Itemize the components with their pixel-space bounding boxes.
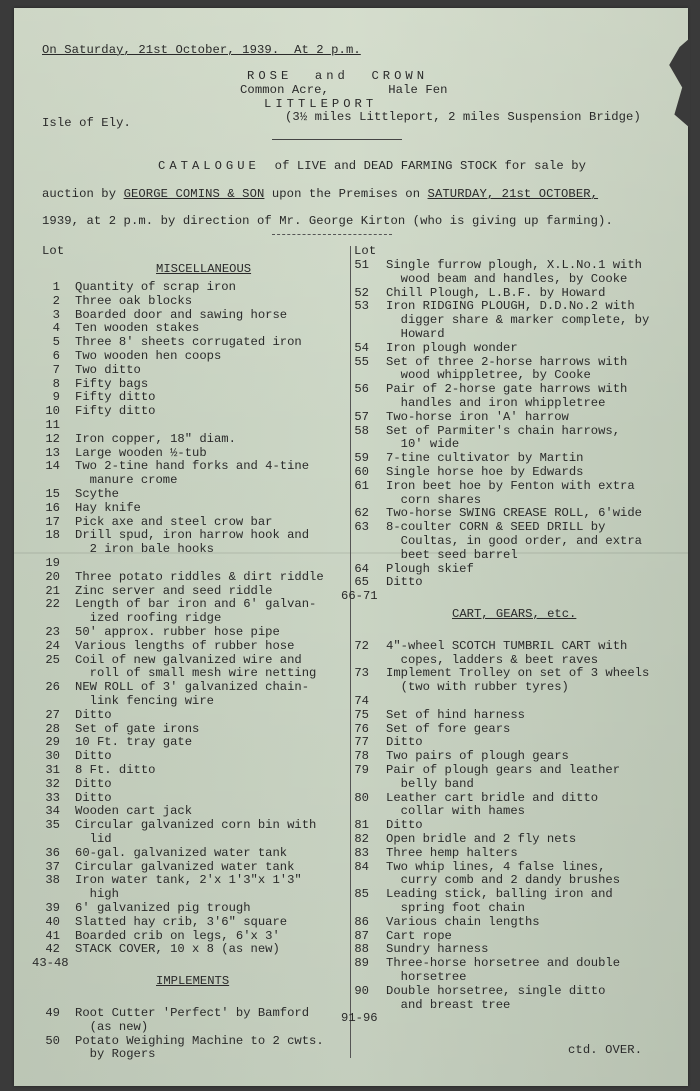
lot-number: 8 xyxy=(52,376,60,391)
lot-description: Two-horse SWING CREASE ROLL, 6'wide xyxy=(386,506,642,521)
lot-number: 41 xyxy=(45,928,60,943)
lot-number: 30 xyxy=(45,749,60,764)
lot-number: 1 xyxy=(52,280,60,295)
lot-description: Double horsetree, single ditto and breast tree xyxy=(386,983,606,1012)
lot-number: 22 xyxy=(45,597,60,612)
lot-number: 55 xyxy=(354,354,369,369)
lot-description: Hay knife xyxy=(75,500,141,515)
lot-number: 57 xyxy=(354,409,369,424)
lot-description: Circular galvanized water tank xyxy=(75,859,295,874)
lot-description: Set of Parmiter's chain harrows, 10' wide xyxy=(386,423,621,452)
intro-line-2b: upon the Premises on xyxy=(264,187,428,201)
distance-note: (3½ miles Littleport, 2 miles Suspension Bridge) xyxy=(285,110,641,124)
lot-description: Two wooden hen coops xyxy=(75,349,222,364)
lot-number: 72 xyxy=(354,638,369,653)
lot-number: 56 xyxy=(354,382,369,397)
lot-number: 2 xyxy=(52,293,60,308)
sale-date-line: On Saturday, 21st October, 1939. At 2 p.m. xyxy=(42,43,361,57)
lot-description: Iron water tank, 2'x 1'3"x 1'3" high xyxy=(75,873,302,902)
lot-number: 80 xyxy=(354,790,369,805)
lot-number: 83 xyxy=(354,845,369,860)
lot-number: 19 xyxy=(45,556,60,571)
town-name: LITTLEPORT xyxy=(264,97,378,111)
lot-description: Sundry harness xyxy=(386,942,489,957)
lot-number: 20 xyxy=(45,569,60,584)
lot-description: 50' approx. rubber hose pipe xyxy=(75,625,280,640)
lot-description: Open bridle and 2 fly nets xyxy=(386,832,577,847)
lot-description: 6' galvanized pig trough xyxy=(75,901,251,916)
lot-description: Potato Weighing Machine to 2 cwts. by Rogers xyxy=(75,1033,324,1062)
lot-label-left: Lot xyxy=(42,244,65,258)
lot-number: 9 xyxy=(52,390,60,405)
lot-description: Single horse hoe by Edwards xyxy=(386,465,584,479)
lot-number: 12 xyxy=(45,431,60,446)
lot-description: Ditto xyxy=(75,790,112,805)
lot-number: 84 xyxy=(354,859,369,874)
lot-number: 82 xyxy=(354,832,369,847)
lot-description: Set of gate irons xyxy=(75,721,200,736)
lot-number: 76 xyxy=(354,721,369,736)
lot-number: 32 xyxy=(45,776,60,791)
intro-line-2a: auction by xyxy=(42,187,124,201)
lot-number: 85 xyxy=(354,887,369,902)
lot-description: Drill spud, iron harrow hook and 2 iron bale hooks xyxy=(75,528,310,557)
section-heading: IMPLEMENTS xyxy=(156,974,230,989)
lot-number: 18 xyxy=(45,528,60,543)
lot-description: Ditto xyxy=(386,735,423,750)
lot-number: 42 xyxy=(45,942,60,957)
lot-label-right: Lot xyxy=(354,244,377,258)
lot-description: Ditto xyxy=(75,707,112,722)
lot-number: 86 xyxy=(354,914,369,929)
lot-description: Root Cutter 'Perfect' by Bamford (as new) xyxy=(75,1005,310,1034)
lot-number: 43-48 xyxy=(32,956,69,971)
lot-number: 34 xyxy=(45,804,60,819)
lot-description: Plough skief xyxy=(386,561,474,576)
lot-description: Scythe xyxy=(75,487,119,502)
venue-name: ROSE and CROWN xyxy=(247,69,429,83)
lot-number: 24 xyxy=(45,638,60,653)
lot-description: Two 2-tine hand forks and 4-tine manure crome xyxy=(75,459,310,488)
lot-number: 13 xyxy=(45,445,60,460)
lot-number: 75 xyxy=(354,707,369,722)
lot-description: Ditto xyxy=(75,776,112,791)
lot-description: Slatted hay crib, 3'6" square xyxy=(75,914,288,929)
lot-description: 7-tine cultivator by Martin xyxy=(386,451,584,466)
lot-description: Iron beet hoe by Fenton with extra corn shares xyxy=(386,478,635,507)
lot-number: 62 xyxy=(354,506,369,521)
lot-number: 61 xyxy=(354,478,369,493)
lot-number: 28 xyxy=(45,721,60,736)
lot-number: 25 xyxy=(45,652,60,667)
lot-description: Three oak blocks xyxy=(75,293,193,308)
lot-description: Fifty ditto xyxy=(75,404,156,419)
lot-number: 15 xyxy=(45,487,60,502)
auctioneer-name: GEORGE COMINS & SON xyxy=(123,187,265,201)
lot-number: 60 xyxy=(354,465,369,479)
lot-number: 52 xyxy=(354,285,369,300)
lot-number: 91-96 xyxy=(341,1011,378,1026)
lot-number: 79 xyxy=(354,763,369,778)
torn-corner xyxy=(664,38,690,128)
lot-number: 49 xyxy=(45,1005,60,1020)
intro-line-1-rest: of LIVE and DEAD FARMING STOCK for sale by xyxy=(274,159,587,173)
lot-description: Iron plough wonder xyxy=(386,340,518,355)
lot-number: 21 xyxy=(45,583,60,598)
lot-number: 35 xyxy=(45,818,60,833)
lot-description: Circular galvanized corn bin with lid xyxy=(75,818,317,847)
lot-number: 6 xyxy=(52,349,60,364)
lot-number: 66-71 xyxy=(341,589,378,604)
lot-description: Wooden cart jack xyxy=(75,804,193,819)
lot-number: 59 xyxy=(354,451,369,466)
lot-description: Set of three 2-horse harrows with wood whippletree, by Cooke xyxy=(386,354,628,383)
lot-number: 87 xyxy=(354,928,369,943)
lot-description: Three hemp halters xyxy=(386,845,518,860)
lot-description: Various chain lengths xyxy=(386,914,540,929)
lot-description: Leather cart bridle and ditto collar with hames xyxy=(386,790,599,819)
lot-description: Boarded door and sawing horse xyxy=(75,307,288,322)
lot-number: 29 xyxy=(45,735,60,750)
lot-number: 77 xyxy=(354,735,369,750)
lot-description: Coil of new galvanized wire and roll of small mesh wire netting xyxy=(75,652,317,681)
lot-description: 8 Ft. ditto xyxy=(75,763,156,778)
lot-description: Ditto xyxy=(386,575,423,590)
lot-number: 40 xyxy=(45,914,60,929)
lot-description: Two pairs of plough gears xyxy=(386,749,569,764)
lot-description: NEW ROLL of 3' galvanized chain- link fencing wire xyxy=(75,680,310,709)
lot-number: 58 xyxy=(354,423,369,438)
lot-number: 53 xyxy=(354,299,369,314)
continued-note: ctd. OVER. xyxy=(568,1043,643,1057)
lot-description: Two-horse iron 'A' harrow xyxy=(386,409,569,424)
lot-description: 8-coulter CORN & SEED DRILL by Coultas, in good order, and extra beet seed barrel xyxy=(386,520,642,562)
lot-number: 64 xyxy=(354,561,369,576)
lot-description: Iron RIDGING PLOUGH, D.D.No.2 with digger share & marker complete, by Howard xyxy=(386,299,650,341)
lot-description: Three 8' sheets corrugated iron xyxy=(75,335,302,350)
lot-description: Cart rope xyxy=(386,928,452,943)
lot-description: Pair of 2-horse gate harrows with handles and iron whippletree xyxy=(386,382,628,410)
lot-description: Chill Plough, L.B.F. by Howard xyxy=(386,285,606,300)
header-rule xyxy=(272,139,402,140)
lot-number: 36 xyxy=(45,845,60,860)
lot-number: 7 xyxy=(52,362,60,377)
lot-description: 60-gal. galvanized water tank xyxy=(75,845,288,860)
county-name: Isle of Ely. xyxy=(42,116,131,130)
intro-line-3: 1939, at 2 p.m. by direction of Mr. George Kirton (who is giving up farming). xyxy=(42,214,613,228)
lot-number: 74 xyxy=(354,694,369,709)
sale-date-underlined: SATURDAY, 21st OCTOBER, xyxy=(427,187,599,201)
intro-line-1 xyxy=(158,160,586,174)
lot-number: 38 xyxy=(45,873,60,888)
lot-description: Single furrow plough, X.L.No.1 with wood beam and handles, by Cooke xyxy=(386,258,642,286)
lot-number: 51 xyxy=(354,258,369,272)
lot-number: 4 xyxy=(52,321,60,336)
lot-description: Pair of plough gears and leather belly band xyxy=(386,763,621,791)
lot-number: 11 xyxy=(45,418,60,433)
lot-description: Leading stick, balling iron and spring foot chain xyxy=(386,887,613,916)
lot-number: 33 xyxy=(45,790,60,805)
lot-description: Ditto xyxy=(75,749,112,764)
section-heading: CART, GEARS, etc. xyxy=(452,607,577,621)
intro-rule xyxy=(272,234,392,235)
lot-number: 73 xyxy=(354,666,369,681)
lot-description: Length of bar iron and 6' galvan- ized roofing ridge xyxy=(75,597,317,626)
lot-description: Two whip lines, 4 false lines, curry comb and 2 dandy brushes xyxy=(386,859,621,888)
catalogue-sheet xyxy=(14,8,688,1086)
lot-description: Various lengths of rubber hose xyxy=(75,638,295,653)
lot-number: 26 xyxy=(45,680,60,695)
lot-description: Set of hind harness xyxy=(386,707,525,722)
lot-description: Ditto xyxy=(386,818,423,833)
lot-number: 23 xyxy=(45,625,60,640)
lot-description: Pick axe and steel crow bar xyxy=(75,514,273,529)
catalogue-word: CATALOGUE xyxy=(158,159,260,173)
lot-number: 50 xyxy=(45,1033,60,1048)
lot-description: Large wooden ½-tub xyxy=(75,445,207,460)
lot-description: 4"-wheel SCOTCH TUMBRIL CART with copes, ladders & beet raves xyxy=(386,638,628,667)
lot-description: Fifty bags xyxy=(75,376,149,391)
lot-number: 17 xyxy=(45,514,60,529)
lot-number: 81 xyxy=(354,818,369,833)
lot-description: Two ditto xyxy=(75,362,141,377)
lot-number: 31 xyxy=(45,763,60,778)
lot-description: Quantity of scrap iron xyxy=(75,280,236,295)
lot-description: STACK COVER, 10 x 8 (as new) xyxy=(75,942,280,957)
lot-description: Implement Trolley on set of 3 wheels (two with rubber tyres) xyxy=(386,666,650,695)
lot-number: 65 xyxy=(354,575,369,590)
venue-address: Common Acre, Hale Fen xyxy=(240,83,448,97)
lot-number: 54 xyxy=(354,340,369,355)
lot-number: 3 xyxy=(52,307,60,322)
lot-description: Fifty ditto xyxy=(75,390,156,405)
lot-number: 88 xyxy=(354,942,369,957)
lot-number: 27 xyxy=(45,707,60,722)
lot-number: 63 xyxy=(354,520,369,535)
lot-number: 14 xyxy=(45,459,60,474)
lot-number: 89 xyxy=(354,956,369,971)
intro-line-2 xyxy=(42,188,598,202)
lot-description: Three potato riddles & dirt riddle xyxy=(75,569,324,584)
lot-number: 16 xyxy=(45,500,60,515)
lot-number: 10 xyxy=(45,404,60,419)
lot-number: 39 xyxy=(45,901,60,916)
lot-description: Three-horse horsetree and double horsetree xyxy=(386,956,621,985)
lot-description: Boarded crib on legs, 6'x 3' xyxy=(75,928,280,943)
lot-description: Ten wooden stakes xyxy=(75,321,200,336)
lot-description: Iron copper, 18" diam. xyxy=(75,431,236,446)
lot-description: 10 Ft. tray gate xyxy=(75,735,193,750)
lot-number: 5 xyxy=(52,335,60,350)
lot-description: Zinc server and seed riddle xyxy=(75,583,273,598)
section-heading: MISCELLANEOUS xyxy=(156,262,252,276)
lot-number: 37 xyxy=(45,859,60,874)
lot-number: 90 xyxy=(354,983,369,998)
lot-number: 78 xyxy=(354,749,369,764)
lot-description: Set of fore gears xyxy=(386,721,511,736)
